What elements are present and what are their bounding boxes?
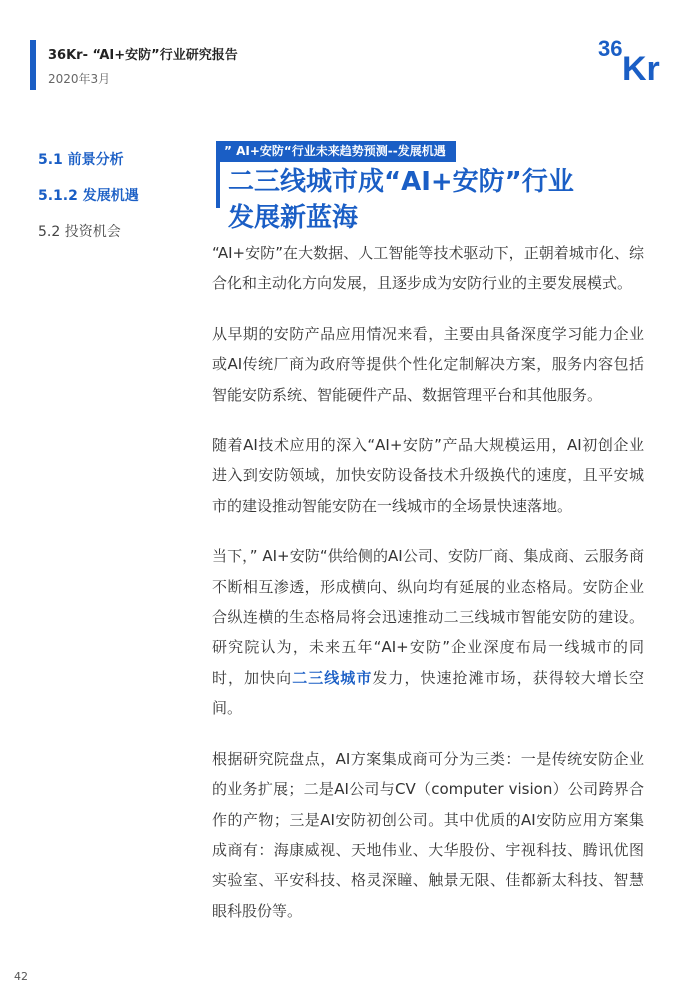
page-heading bbox=[228, 164, 668, 236]
toc-item-prospect-analysis[interactable]: 5.1 前景分析 bbox=[38, 152, 124, 168]
paragraph-4-text-after: 发力，快速抢滩市场，获得较大增长空间。 bbox=[212, 668, 644, 718]
paragraph-3: 随着AI技术应用的深入“AI+安防”产品大规模运用，AI初创企业进入到安防领域，加快安防设备技术升级换代的速度，且平安城市的建设推动智能安防在一线城市的全场景快速落地。 bbox=[212, 436, 644, 515]
logo-kr: Kr bbox=[622, 50, 660, 86]
section-tag: ” AI+安防“行业未来趋势预测--发展机遇 bbox=[216, 141, 456, 162]
paragraph-2: 从早期的安防产品应用情况来看，主要由具备深度学习能力企业或AI传统厂商为政府等提供个性化定制解决方案，服务内容包括智能安防系统、智能硬件产品、数据管理平台和其他服务。 bbox=[212, 324, 644, 404]
36kr-logo bbox=[596, 30, 676, 86]
report-date: 2020年3月 bbox=[48, 72, 111, 86]
page-number: 42 bbox=[14, 970, 28, 983]
table-of-contents bbox=[38, 150, 198, 258]
paragraph-1: “AI+安防”在大数据、人工智能等技术驱动下，正朝着城市化、综合化和主动化方向发展，且逐步成为安防行业的主要发展模式。 bbox=[212, 244, 644, 293]
toc-item-development-opportunity[interactable]: 5.1.2 发展机遇 bbox=[38, 188, 139, 204]
paragraph-4-text-before: 当下，” AI+安防“供给侧的AI公司、安防厂商、集成商、云服务商不断相互渗透，形成横向、纵向均有延展的业态格局。安防企业合纵连横的生态格局将会迅速推动二三线城市智能安防的建设。研究院认为，未来五年“AI+安防”企业深度布局一线城市的同时，加快向 bbox=[212, 547, 644, 687]
body-content bbox=[212, 238, 644, 946]
report-title: 36Kr- “AI+安防”行业研究报告 bbox=[48, 48, 238, 63]
paragraph-5: 根据研究院盘点，AI方案集成商可分为三类：一是传统安防企业的业务扩展；二是AI公司与CV（computer vision）公司跨界合作的产物；三是AI安防初创公司。其中优质的AI安防应用方案集成商有：海康威视、天地伟业、大华股份、宇视科技、腾讯优图实验室、平安科技、格灵深瞳、触景无限、佳都新太科技、智慧眼科股份等。 bbox=[212, 749, 644, 920]
logo-36: 36 bbox=[598, 36, 623, 61]
toc-item-investment-opportunity[interactable]: 5.2 投资机会 bbox=[38, 224, 121, 240]
heading-line-1: 二三线城市成“AI+安防”行业 bbox=[228, 167, 574, 197]
paragraph-4 bbox=[212, 541, 644, 723]
heading-line-2: 发展新蓝海 bbox=[228, 203, 359, 233]
header-accent-bar bbox=[30, 40, 36, 90]
heading-rule bbox=[216, 162, 220, 208]
paragraph-4-highlight: 二三线城市 bbox=[292, 668, 373, 687]
